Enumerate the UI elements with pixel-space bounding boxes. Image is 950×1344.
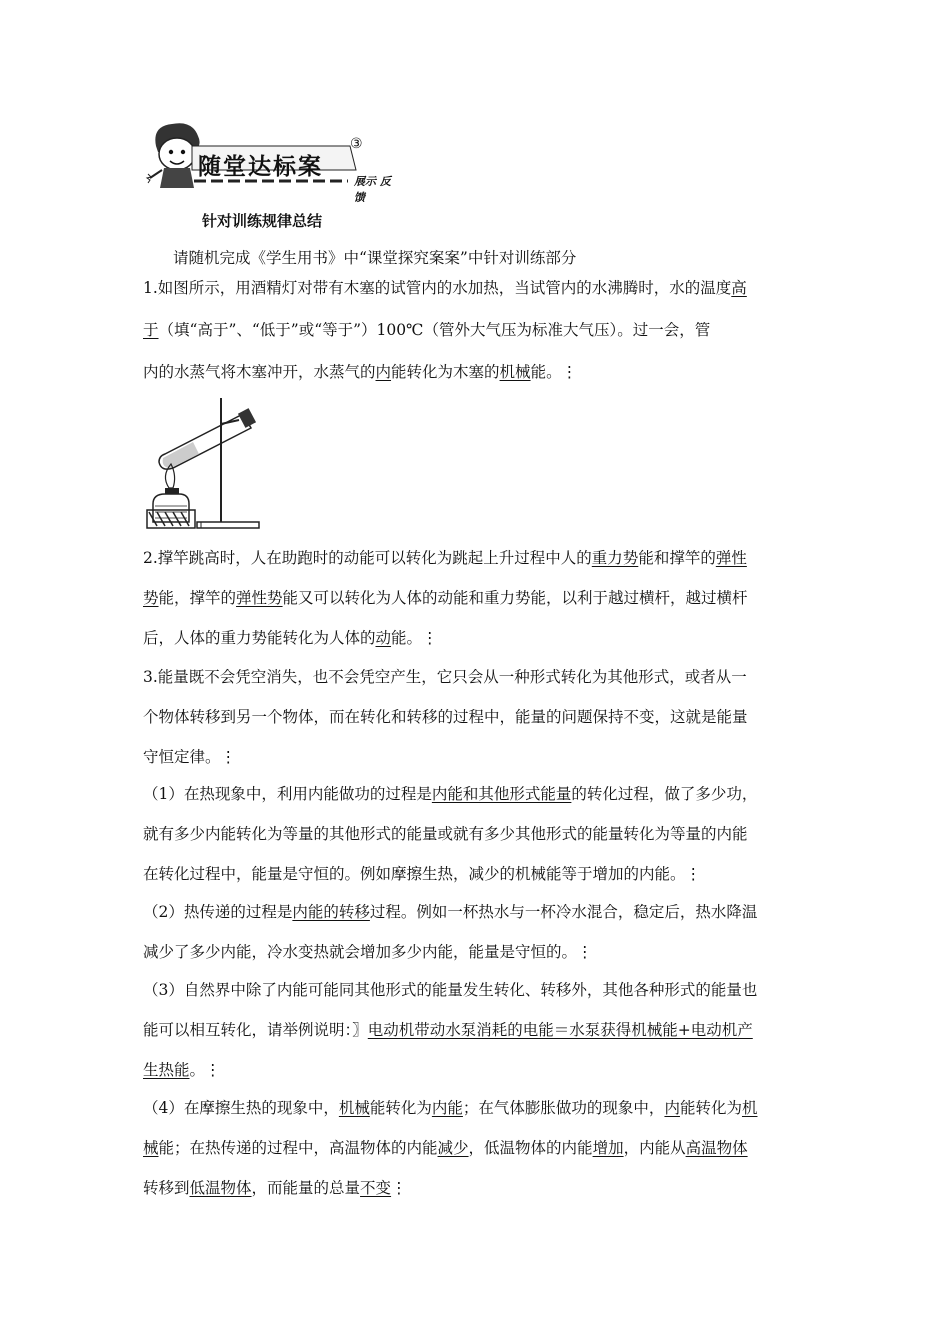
- q3-line-1: 3.能量既不会凭空消失，也不会凭空产生，它只会从一种形式转化为其他形式，或者从一: [143, 668, 747, 686]
- text: （填“高于”、“低于”或“等于”）100℃（管外大气压为标准大气压）。过一会，管: [158, 321, 711, 339]
- text: 能转化为: [679, 1099, 742, 1117]
- q1-line-3: [143, 362, 813, 382]
- answer-blank: 内: [664, 1099, 680, 1117]
- p3-line-2: [143, 1020, 813, 1040]
- banner-subtitle: 展示 反馈: [354, 175, 391, 204]
- text: 后，人体的重力势能转化为人体的: [143, 629, 376, 647]
- text: ⋮: [391, 1179, 407, 1197]
- p3-line-3: [143, 1060, 813, 1080]
- p3-line-1: （3）自然界中除了内能可能同其他形式的能量发生转化、转移外，其他各种形式的能量也: [143, 981, 758, 999]
- answer-blank: 电动机带动水泵消耗的电能＝水泵获得机械能+电动机产: [367, 1021, 753, 1039]
- text: 2.撑竿跳高时，人在助跑时的动能可以转化为跳起上升过程中人的: [143, 549, 592, 567]
- text: ，而能量的总量: [251, 1179, 361, 1197]
- test-tube-heating-apparatus: [143, 392, 263, 532]
- text: 。⋮: [189, 1061, 221, 1079]
- p2-line-2: 减少了多少内能，冷水变热就会增加多少内能，能量是守恒的。⋮: [143, 943, 593, 961]
- q3-line-3: 守恒定律。⋮: [143, 748, 237, 766]
- text: （2）热传递的过程是: [143, 903, 293, 921]
- text: 能。⋮: [391, 629, 438, 647]
- p1-line-2: 就有多少内能转化为等量的其他形式的能量或就有多少其他形式的能量转化为等量的内能: [143, 825, 748, 843]
- section-heading: 针对训练规律总结: [202, 212, 323, 230]
- intro-text: 请随机完成《学生用书》中“课堂探究案案”中针对训练部分: [173, 249, 577, 267]
- answer-blank: 机械: [499, 363, 531, 381]
- answer-blank: 弹性势: [236, 589, 283, 607]
- answer-blank: 动: [375, 629, 392, 647]
- answer-blank: 机: [741, 1099, 758, 1117]
- text: 能。⋮: [530, 363, 578, 381]
- p1-line-1: [143, 784, 813, 804]
- text: 1.如图所示，用酒精灯对带有木塞的试管内的水加热，当试管内的水沸腾时，水的温度: [143, 279, 732, 297]
- text: 内的水蒸气将木塞冲开，水蒸气的: [143, 363, 376, 381]
- q2-line-1: [143, 548, 813, 568]
- answer-blank: 于: [143, 321, 159, 339]
- answer-blank: 低温物体: [189, 1179, 252, 1197]
- q1-line-2: [143, 320, 813, 340]
- text: 转移到: [143, 1179, 190, 1197]
- q2-line-2: [143, 588, 813, 608]
- answer-blank: 势: [143, 589, 159, 607]
- p4-line-1: [143, 1098, 813, 1118]
- answer-blank: 重力势: [591, 549, 639, 567]
- answer-blank: 生热能: [143, 1061, 190, 1079]
- answer-blank: 械: [143, 1139, 159, 1157]
- text: ，内能从: [623, 1139, 686, 1157]
- answer-blank: 内能的转移: [292, 903, 370, 921]
- answer-blank: 减少: [437, 1139, 469, 1157]
- answer-blank: 内能: [431, 1099, 463, 1117]
- answer-blank: 高: [731, 279, 747, 297]
- text: （1）在热现象中，利用内能做功的过程是: [143, 785, 432, 803]
- p4-line-3: [143, 1178, 813, 1198]
- banner-title: 随堂达标案: [198, 154, 323, 180]
- text: 能又可以转化为人体的动能和重力势能，以利于越过横杆，越过横杆: [282, 589, 748, 607]
- text: 过程。例如一杯热水与一杯冷水混合，稳定后，热水降温: [369, 903, 758, 921]
- section-banner: [142, 118, 392, 204]
- answer-blank: 内能和其他形式能量: [431, 785, 572, 803]
- q2-line-3: [143, 628, 813, 648]
- text: 能和撑竿的: [638, 549, 716, 567]
- banner-number: ③: [350, 136, 363, 152]
- text: 能转化为木塞的: [391, 363, 500, 381]
- p2-line-1: [143, 902, 813, 922]
- answer-blank: 机械: [338, 1099, 370, 1117]
- text: 能，撑竿的: [158, 589, 237, 607]
- text: （4）在摩擦生热的现象中，: [143, 1099, 339, 1117]
- text: 的转化过程，做了多少功，: [571, 785, 758, 803]
- answer-blank: 高温物体: [685, 1139, 748, 1157]
- q3-line-2: 个物体转移到另一个物体，而在转化和转移的过程中，能量的问题保持不变，这就是能量: [143, 708, 748, 726]
- text: 能；在热传递的过程中，高温物体的内能: [158, 1139, 438, 1157]
- answer-blank: 内: [375, 363, 392, 381]
- answer-blank: 增加: [592, 1139, 624, 1157]
- text: 能转化为: [369, 1099, 432, 1117]
- answer-blank: 弹性: [715, 549, 747, 567]
- text: ；在气体膨胀做功的现象中，: [462, 1099, 665, 1117]
- p1-line-3: 在转化过程中，能量是守恒的。例如摩擦生热，减少的机械能等于增加的内能。⋮: [143, 865, 702, 883]
- p4-line-2: [143, 1138, 813, 1158]
- text: 能可以相互转化，请举例说明：〗: [143, 1021, 368, 1039]
- text: ，低温物体的内能: [468, 1139, 593, 1157]
- q1-line-1: [143, 278, 813, 298]
- answer-blank: 不变: [360, 1179, 392, 1197]
